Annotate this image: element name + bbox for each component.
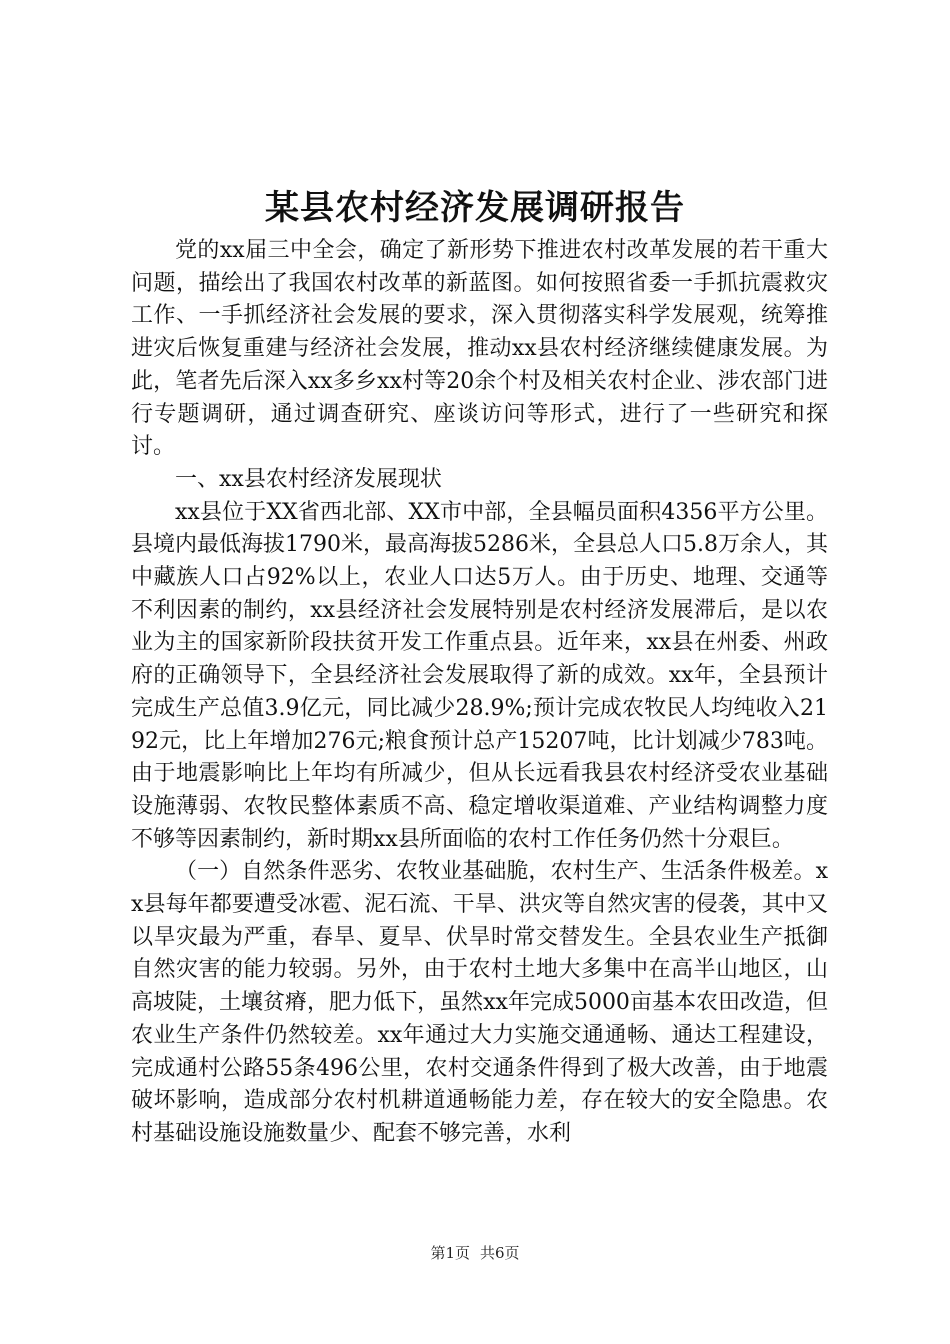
page-total: 共6页 — [480, 1244, 520, 1262]
document-body — [131, 235, 828, 1151]
paragraph-intro: 党的xx届三中全会，确定了新形势下推进农村改革发展的若干重大问题，描绘出了我国农村改革的新蓝图。如何按照省委一手抓抗震救灾工作、一手抓经济社会发展的要求，深入贯彻落实科学发展观，统筹推进灾后恢复重建与经济社会发展，推动xx县农村经济继续健康发展。为此，笔者先后深入xx多乡xx村等20余个村及相关农村企业、涉农部门进行专题调研，通过调查研究、座谈访问等形式，进行了一些研究和探讨。 — [131, 238, 828, 460]
document-title: 某县农村经济发展调研报告 — [265, 188, 685, 228]
section-heading-1: 一、xx县农村经济发展现状 — [175, 466, 442, 492]
page-number: 第1页 — [430, 1244, 470, 1262]
paragraph-overview: xx县位于XX省西北部、XX市中部，全县幅员面积4356平方公里。县境内最低海拔1790米，最高海拔5286米，全县总人口5.8万余人，其中藏族人口占92%以上，农业人口达5万人。由于历史、地理、交通等不利因素的制约，xx县经济社会发展特别是农村经济发展滞后，是以农业为主的国家新阶段扶贫开发工作重点县。近年来，xx县在州委、州政府的正确领导下，全县经济社会发展取得了新的成效。xx年，全县预计完成生产总值3.9亿元，同比减少28.9%;预计完成农牧民人均纯收入2192元，比上年增加276元;粮食预计总产15207吨，比计划减少783吨。由于地震影响比上年均有所减少，但从长远看我县农村经济受农业基础设施薄弱、农牧民整体素质不高、稳定增收渠道难、产业结构调整力度不够等因素制约，新时期xx县所面临的农村工作任务仍然十分艰巨。 — [131, 499, 828, 852]
paragraph-subsection-1: （一）自然条件恶劣、农牧业基础脆，农村生产、生活条件极差。xx县每年都要遭受冰雹、泥石流、干旱、洪灾等自然灾害的侵袭，其中又以旱灾最为严重，春旱、夏旱、伏旱时常交替发生。全县农业生产抵御自然灾害的能力较弱。另外，由于农村土地大多集中在高半山地区，山高坡陡，土壤贫瘠，肥力低下，虽然xx年完成5000亩基本农田改造，但农业生产条件仍然较差。xx年通过大力实施交通通畅、通达工程建设，完成通村公路55条496公里，农村交通条件得到了极大改善，由于地震破坏影响，造成部分农村机耕道通畅能力差，存在较大的安全隐患。农村基础设施设施数量少、配套不够完善，水利 — [131, 859, 828, 1146]
page-footer — [0, 1243, 950, 1263]
